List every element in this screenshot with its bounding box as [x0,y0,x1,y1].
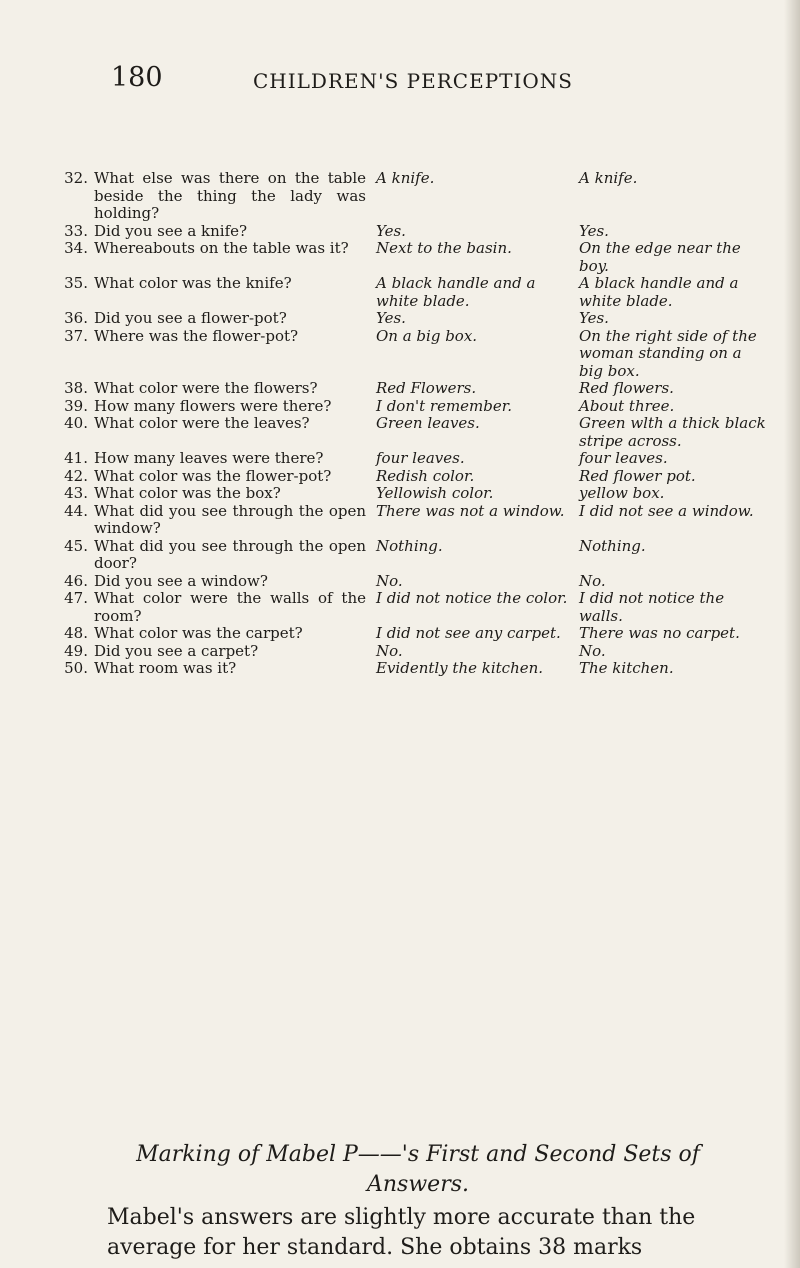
question-text: Did you see a carpet? [94,641,259,660]
first-answer: Next to the basin. [376,239,512,257]
table-row [60,328,780,381]
first-answer: Green leaves. [376,414,480,432]
first-answer: Yes. [376,309,406,327]
first-answer: No. [376,571,403,590]
table-row [60,450,780,468]
second-answer: No. [579,641,606,660]
table-row [60,660,780,678]
table-row [60,538,780,573]
second-answer: The kitchen. [579,659,674,677]
first-answer: Nothing. [376,536,443,555]
question-number: 32. [64,169,88,187]
question-text: What color was the flower-pot? [94,466,332,485]
second-answer: There was no carpet. [579,624,740,642]
second-answer: A knife. [579,169,638,187]
first-answer: There was not a window. [376,501,565,520]
second-answer: four leaves. [579,449,668,467]
table-row [60,380,780,398]
table-row [60,643,780,661]
question-number: 33. [64,221,88,240]
question-text: Whereabouts on the table was it? [94,239,349,257]
table-row [60,398,780,416]
question-number: 47. [64,589,88,607]
question-text: What color were the leaves? [94,414,310,432]
first-answer: Red Flowers. [376,379,477,397]
first-answer: I don't remember. [376,396,513,415]
question-text: How many leaves were there? [94,449,324,467]
question-number: 46. [64,571,88,590]
first-answer: Redish color. [376,466,475,485]
question-text: What did you see through the open window? [94,501,366,537]
table-row [60,415,780,450]
question-text: What color were the flowers? [94,379,318,397]
question-text: Where was the flower-pot? [94,326,299,345]
first-answer: four leaves. [376,449,465,467]
table-row [60,468,780,486]
body-paragraph: Mabel's answers are slightly more accurate than the average for her standard. She obtains 38 marks [107,1205,696,1260]
question-number: 41. [64,449,88,467]
second-answer: Yes. [579,221,609,240]
second-answer: I did not notice the walls. [579,589,725,625]
second-answer: Nothing. [579,536,646,555]
page-header [0,62,800,102]
table-row [60,625,780,643]
question-number: 43. [64,484,88,502]
question-text: What color was the knife? [94,274,292,292]
first-answer: No. [376,641,403,660]
question-number: 34. [64,239,88,257]
table-row [60,485,780,503]
question-text: Did you see a window? [94,571,268,590]
question-number: 42. [64,466,88,485]
second-answer: Red flower pot. [579,466,696,485]
table-row [60,573,780,591]
first-answer: I did not notice the color. [376,589,568,607]
first-answer: Evidently the kitchen. [376,659,544,677]
question-answer-table [60,170,780,678]
first-answer: Yes. [376,221,406,240]
question-text: What color were the walls of the room? [94,589,366,625]
question-text: What color was the carpet? [94,624,303,642]
second-answer: On the edge near the boy. [579,239,741,275]
question-text: What else was there on the table beside the thing the lady was holding? [94,169,366,222]
table-row [60,170,780,223]
first-answer: A knife. [376,169,435,187]
caption-line-1: Marking of Mabel P——'s First and Second Sets of [136,1142,700,1167]
question-number: 40. [64,414,88,432]
second-answer: yellow box. [579,484,665,502]
second-answer: Yes. [579,309,609,327]
second-answer: A black handle and a white blade. [579,274,739,310]
question-number: 36. [64,309,88,327]
question-text: What color was the box? [94,484,281,502]
question-text: Did you see a knife? [94,221,248,240]
caption-line-2: Answers. [367,1172,469,1197]
second-answer: No. [579,571,606,590]
second-answer: Green wlth a thick black stripe across. [579,414,766,450]
question-number: 49. [64,641,88,660]
second-answer: About three. [579,396,675,415]
question-number: 37. [64,326,88,345]
question-number: 35. [64,274,88,292]
question-number: 48. [64,624,88,642]
question-number: 50. [64,659,88,677]
table-caption [108,1140,728,1200]
table-row [60,503,780,538]
table-row [60,240,780,275]
first-answer: A black handle and a white blade. [376,274,536,310]
question-text: How many flowers were there? [94,396,332,415]
scan-shadow-edge [784,0,800,1268]
question-text: What room was it? [94,659,237,677]
table-row [60,310,780,328]
running-title: CHILDREN'S PERCEPTIONS [253,69,573,93]
question-number: 39. [64,396,88,415]
question-number: 38. [64,379,88,397]
question-number: 44. [64,501,88,520]
question-number: 45. [64,536,88,555]
table-row [60,275,780,310]
question-text: What did you see through the open door? [94,536,366,572]
table-row [60,223,780,241]
first-answer: On a big box. [376,326,478,345]
first-answer: Yellowish color. [376,484,494,502]
question-text: Did you see a flower-pot? [94,309,287,327]
table-row [60,590,780,625]
second-answer: On the right side of the woman standing on a big box. [579,326,757,380]
second-answer: Red flowers. [579,379,674,397]
page-number: 180 [111,62,163,93]
first-answer: I did not see any carpet. [376,624,561,642]
second-answer: I did not see a window. [579,501,754,520]
